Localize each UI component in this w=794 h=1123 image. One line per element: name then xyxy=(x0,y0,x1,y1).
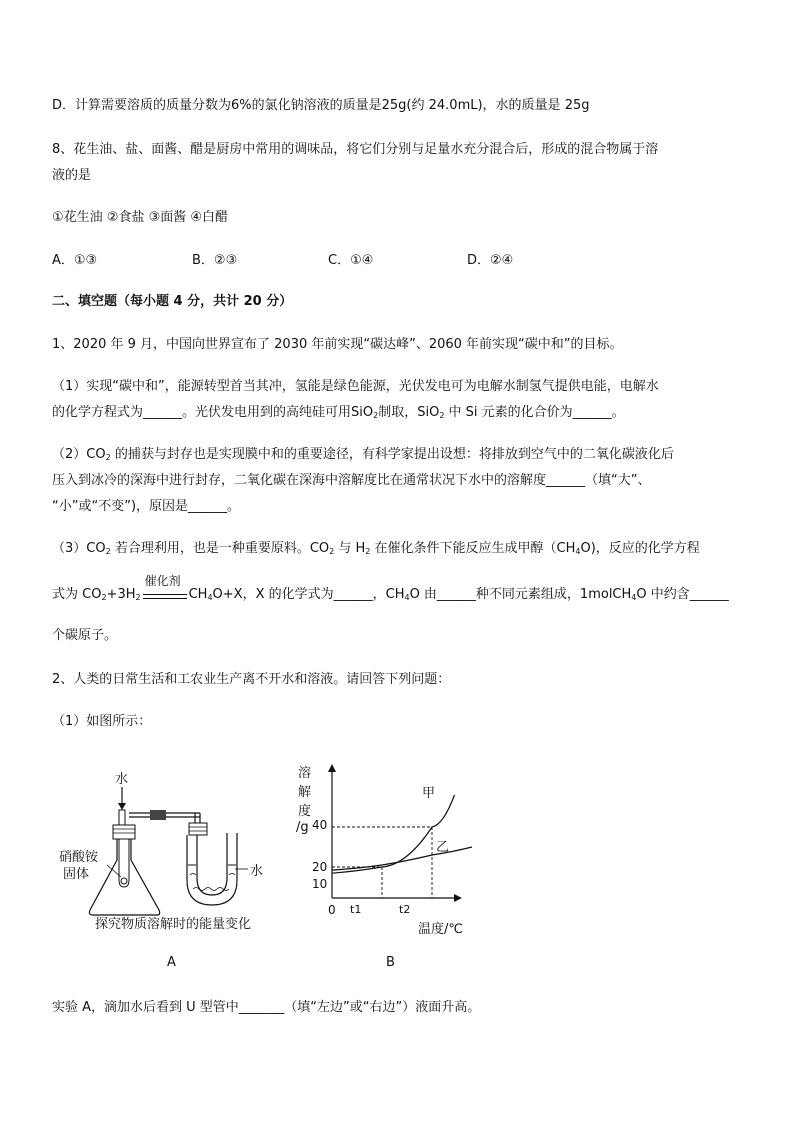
equal-sign xyxy=(143,594,187,599)
subscript: 2 xyxy=(439,411,445,420)
text: CH xyxy=(188,587,208,602)
question-2: 2、人类的日常生活和工农业生产离不开水和溶液。请回答下列问题： xyxy=(52,672,451,687)
text: O)，反应的化学方程 xyxy=(580,541,700,556)
solid-sample xyxy=(121,878,127,884)
text: 若合理利用，也是一种重要原料。CO xyxy=(110,541,330,556)
ytick-label: 40 xyxy=(312,818,328,832)
series-label-jia: 甲 xyxy=(422,786,436,801)
ytick-label: 20 xyxy=(312,860,328,874)
rubber-joint xyxy=(150,810,166,820)
solid-label-2: 固体 xyxy=(63,867,90,882)
ylabel-char: 溶 xyxy=(298,766,312,781)
text: +3H xyxy=(106,587,136,602)
text: 与 H xyxy=(334,541,366,556)
ylabel-char: 解 xyxy=(298,785,312,800)
option-c: C．①④ xyxy=(328,253,374,268)
q2-part1: （1）如图所示： xyxy=(52,714,152,729)
subscript: 2 xyxy=(329,547,335,556)
option-a: A．①③ xyxy=(52,253,98,268)
text: O 由______种不同元素组成，1molCH xyxy=(409,587,632,602)
q1-part3-c: 个碳原子。 xyxy=(52,628,118,643)
conical-flask xyxy=(89,839,159,915)
series-label-yi: 乙 xyxy=(436,840,450,855)
text: 式为 CO xyxy=(52,587,102,602)
q1-part2-c: “小”或“不变”)，原因是______。 xyxy=(52,499,241,514)
water-top-label: 水 xyxy=(115,772,129,787)
water-arrow-head xyxy=(118,803,126,810)
y-axis-arrow xyxy=(328,764,336,772)
question-1: 1、2020 年 9 月，中国向世界宣布了 2030 年前实现“碳达峰”、2060 年前实现“碳中和”的目标。 xyxy=(52,337,623,352)
flask-stopper xyxy=(113,825,135,839)
subscript: 2 xyxy=(101,593,107,602)
x-axis-arrow xyxy=(454,894,462,902)
q1-part2-a xyxy=(52,445,674,465)
text: 的捕获与封存也是实现膜中和的重要途径，有科学家提出设想：将排放到空气中的二氧化碳液化后 xyxy=(110,447,674,462)
subscript: 2 xyxy=(105,547,111,556)
figure-b-letter: B xyxy=(386,955,395,970)
text: （2）CO xyxy=(52,447,106,462)
figure-a xyxy=(55,765,285,970)
q1-part2-b: 压入到冰冷的深海中进行封存，二氧化碳在深海中溶解度比在通常状况下水中的溶解度______（填“大”、 xyxy=(52,473,651,488)
test-tube xyxy=(119,839,129,887)
text: （3）CO xyxy=(52,541,106,556)
text: 的化学方程式为______。光伏发电用到的高纯硅可用SiO xyxy=(52,405,374,420)
subscript: 4 xyxy=(631,593,637,602)
catalyst-label: 催化剂 xyxy=(144,574,181,588)
text: 制取，SiO xyxy=(378,405,440,420)
ytick-label: 10 xyxy=(312,877,328,891)
subscript: 4 xyxy=(404,593,410,602)
xtick-label: t2 xyxy=(399,903,411,916)
option-b: B．②③ xyxy=(192,253,238,268)
q1-part1-b xyxy=(52,403,625,423)
text: O+X，X 的化学式为______，CH xyxy=(212,587,405,602)
solid-label-1: 硝酸铵 xyxy=(59,850,99,865)
question-8-items: ①花生油 ②食盐 ③面酱 ④白醋 xyxy=(52,210,229,225)
u-tube-stopper xyxy=(189,823,207,835)
water-right-label: 水 xyxy=(250,864,264,879)
ylabel-char: /g xyxy=(296,820,309,835)
text: 在催化条件下能反应生成甲醇（CH xyxy=(370,541,576,556)
q1-part1-a: （1）实现“碳中和”，能源转型首当其冲，氢能是绿色能源，光伏发电可为电解水制氢气提供电能，电解水 xyxy=(52,379,659,394)
xtick-label: t1 xyxy=(350,903,362,916)
u-tube-inner xyxy=(197,833,227,895)
q1-part3-b xyxy=(52,574,729,605)
xaxis-label: 温度/℃ xyxy=(418,922,463,937)
ylabel-char: 度 xyxy=(298,804,312,819)
q1-part3-a xyxy=(52,539,700,559)
option-d-q7: D．计算需要溶质的质量分数为6%的氯化钠溶液的质量是25g(约 24.0mL)，水的质量是 25g xyxy=(52,98,590,113)
text: 中 Si 元素的化合价为______。 xyxy=(444,405,625,420)
section-title: 二、填空题（每小题 4 分，共计 20 分） xyxy=(52,294,293,309)
subscript: 4 xyxy=(207,593,213,602)
subscript: 4 xyxy=(575,547,581,556)
curve-jia xyxy=(332,795,455,873)
u-tube-outer xyxy=(187,833,237,905)
origin-label: 0 xyxy=(328,903,336,917)
figure-caption: 探究物质溶解时的能量变化 xyxy=(95,917,252,932)
subscript: 2 xyxy=(365,547,371,556)
figure-b xyxy=(290,760,480,975)
question-8-cont: 液的是 xyxy=(52,168,92,183)
subscript: 2 xyxy=(373,411,379,420)
subscript: 2 xyxy=(135,593,141,602)
option-d: D．②④ xyxy=(467,253,514,268)
question-8: 8、花生油、盐、面酱、醋是厨房中常用的调味品，将它们分别与足量水充分混合后，形成的混合物属于溶 xyxy=(52,142,659,157)
final-question: 实验 A，滴加水后看到 U 型管中_______（填“左边”或“右边”）液面升高。 xyxy=(52,1000,481,1015)
reaction-arrow xyxy=(141,574,189,605)
text: O 中约含______ xyxy=(636,587,729,602)
figure-a-letter: A xyxy=(167,955,176,970)
subscript: 2 xyxy=(105,453,111,462)
